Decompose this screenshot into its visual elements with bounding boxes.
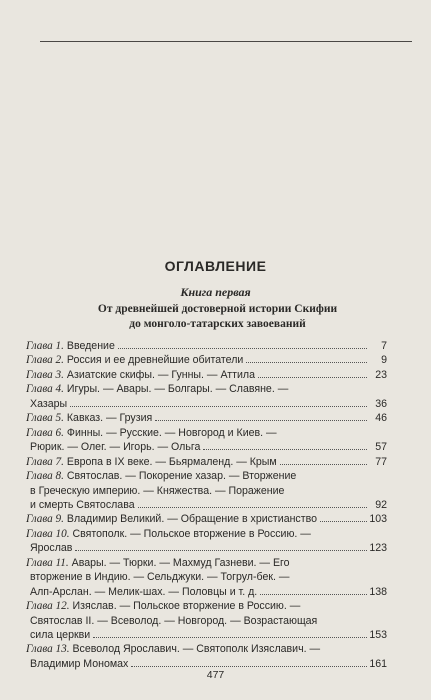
- chapter-title: и смерть Святослава: [30, 498, 135, 511]
- dot-leader: [246, 362, 367, 363]
- toc-entry: [30, 614, 317, 628]
- toc-row: [26, 642, 387, 656]
- page-title: ОГЛАВЛЕНИЕ: [164, 258, 267, 274]
- chapter-title: Азиатские скифы. — Гунны. — Аттила: [66, 368, 256, 381]
- toc-page-number: 123: [369, 542, 387, 555]
- toc-row: [26, 614, 387, 628]
- toc-page-number: 7: [381, 340, 387, 352]
- toc-page-number: 57: [375, 441, 387, 454]
- dot-leader: [70, 406, 367, 407]
- toc-entry: [26, 339, 115, 353]
- chapter-title: Игуры. — Авары. — Болгары. — Славяне. —: [66, 383, 289, 396]
- chapter-label: Глава 5.: [26, 412, 64, 425]
- toc-row: [26, 512, 387, 526]
- toc-entry: [26, 455, 277, 469]
- dot-leader: [93, 637, 367, 638]
- dot-leader: [118, 348, 367, 349]
- dot-leader: [260, 594, 367, 595]
- toc-row: [26, 570, 387, 584]
- chapter-title: Рюрик. — Олег. — Игорь. — Ольга: [30, 441, 201, 454]
- toc-row: [26, 484, 387, 498]
- chapter-label: Глава 7.: [26, 455, 64, 468]
- toc-entry: [30, 484, 284, 498]
- chapter-label: Глава 10.: [26, 527, 70, 540]
- dot-leader: [155, 420, 367, 421]
- toc-entry: [30, 628, 90, 642]
- chapter-title: Введение: [66, 340, 115, 352]
- toc-entry: [26, 426, 277, 440]
- toc-row: [26, 339, 387, 353]
- toc-row: [26, 498, 387, 512]
- chapter-label: Глава 3.: [26, 368, 64, 381]
- chapter-title: Европа в IX веке. — Бьярмаленд. — Крым: [66, 455, 277, 468]
- chapter-title: Святослав II. — Всеволод. — Новгород. — Возрастающая: [30, 614, 318, 627]
- toc-entry: [26, 353, 243, 367]
- toc-row: [26, 541, 387, 555]
- toc-entry: [30, 585, 257, 599]
- chapter-title: Алп-Арслан. — Мелик-шах. — Половцы и т. д.: [30, 585, 258, 598]
- dot-leader: [75, 550, 367, 551]
- toc-page-number: 161: [369, 657, 387, 670]
- toc-page-number: 153: [369, 629, 387, 641]
- chapter-title: Владимир Великий. — Обращение в христианство: [66, 513, 317, 526]
- chapter-label: Глава 12.: [26, 600, 70, 613]
- chapter-title: вторжение в Индию. — Сельджуки. — Тогрул-бек. —: [30, 571, 290, 584]
- toc-row: [26, 368, 387, 382]
- toc-page-number: 103: [369, 513, 387, 526]
- header-rule: [40, 41, 412, 42]
- dot-leader: [203, 449, 367, 450]
- dot-leader: [280, 464, 367, 465]
- toc-entry: [30, 440, 200, 454]
- chapter-label: Глава 4.: [26, 383, 64, 396]
- toc-row: [26, 382, 387, 396]
- toc-entry: [30, 570, 289, 584]
- dot-leader: [138, 507, 367, 508]
- toc-row: [26, 527, 387, 541]
- chapter-title: Святослав. — Покорение хазар. — Вторжение: [66, 470, 297, 483]
- toc-entry: [26, 469, 296, 483]
- toc-row: [26, 455, 387, 469]
- chapter-title: Всеволод Ярославич. — Святополк Изяславич. —: [72, 643, 321, 656]
- chapter-title: Изяслав. — Польское вторжение в Россию. —: [72, 600, 301, 613]
- chapter-title: Владимир Мономах: [30, 657, 129, 670]
- chapter-label: Глава 8.: [26, 470, 64, 483]
- toc-entry: [26, 642, 320, 656]
- toc-row: [26, 440, 387, 454]
- subtitle-line: до монголо-татарских завоеваний: [129, 318, 306, 330]
- chapter-title: Россия и ее древнейшие обитатели: [66, 354, 244, 367]
- chapter-title: Ярослав: [30, 542, 73, 555]
- chapter-title: Финны. — Русские. — Новгород и Киев. —: [66, 426, 277, 439]
- chapter-label: Глава 11.: [26, 556, 69, 569]
- toc-entry: [26, 527, 311, 541]
- chapter-title: в Греческую империю. — Княжества. — Поражение: [30, 484, 285, 497]
- toc-entry: [26, 411, 152, 425]
- toc-entry: [26, 556, 290, 570]
- book-label: Книга первая: [180, 285, 251, 299]
- subtitle: [30, 302, 405, 332]
- toc-page-number: 92: [375, 498, 387, 511]
- toc-row: [26, 628, 387, 642]
- chapter-label: Глава 13.: [26, 643, 70, 656]
- toc-row: [26, 556, 387, 570]
- dot-leader: [131, 666, 367, 667]
- subtitle-line: От древнейшей достоверной истории Скифии: [97, 303, 338, 315]
- toc-page-number: 36: [375, 397, 387, 410]
- toc-page-number: 9: [381, 354, 387, 367]
- toc-row: [26, 585, 387, 599]
- chapter-label: Глава 1.: [26, 340, 64, 352]
- toc-entry: [26, 368, 255, 382]
- chapter-title: Хазары: [30, 397, 68, 410]
- chapter-title: Кавказ. — Грузия: [66, 412, 153, 425]
- toc-entry: [26, 512, 317, 526]
- dot-leader: [258, 377, 367, 378]
- toc-row: [26, 599, 387, 613]
- toc-row: [26, 469, 387, 483]
- chapter-label: Глава 6.: [26, 426, 64, 439]
- toc-entry: [26, 382, 288, 396]
- toc-row: [26, 397, 387, 411]
- chapter-label: Глава 9.: [26, 513, 64, 526]
- chapter-label: Глава 2.: [26, 354, 64, 367]
- toc-entry: [26, 599, 300, 613]
- toc-entry: [30, 397, 67, 411]
- toc-row: [26, 353, 387, 367]
- chapter-title: сила церкви: [30, 629, 91, 641]
- toc-row: [26, 426, 387, 440]
- page-number: 477: [206, 669, 225, 681]
- toc-page-number: 138: [369, 585, 387, 598]
- toc-page-number: 77: [375, 455, 387, 468]
- dot-leader: [320, 521, 367, 522]
- toc-entry: [30, 541, 72, 555]
- chapter-title: Авары. — Тюрки. — Махмуд Газневи. — Его: [71, 556, 290, 569]
- toc-page-number: 46: [375, 412, 387, 425]
- toc-entry: [30, 498, 135, 512]
- chapter-title: Святополк. — Польское вторжение в Россию. —: [72, 527, 311, 540]
- toc-page-number: 23: [375, 368, 387, 381]
- toc-row: [26, 411, 387, 425]
